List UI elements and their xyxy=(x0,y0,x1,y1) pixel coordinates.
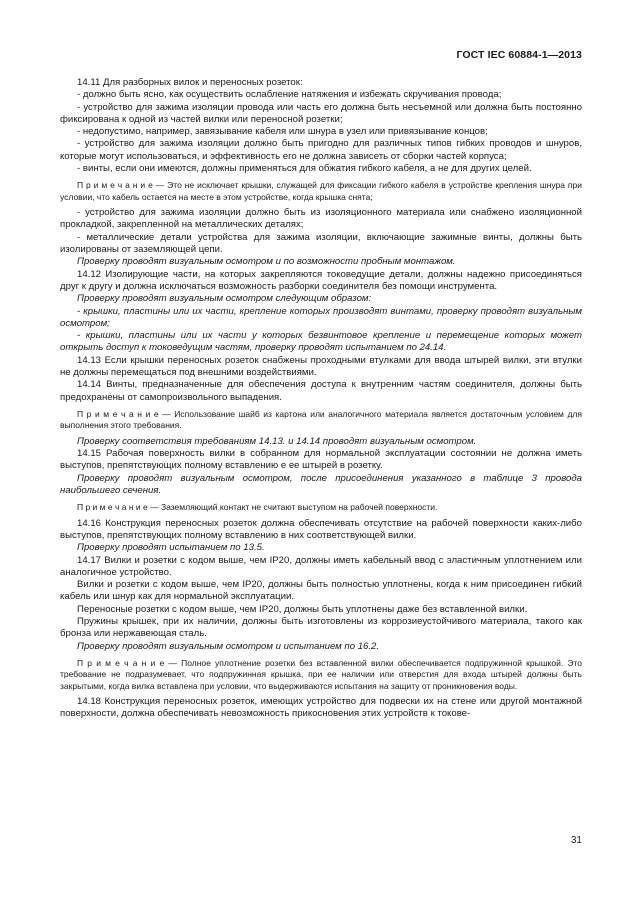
document-header: ГОСТ IEC 60884-1—2013 xyxy=(456,49,582,61)
body-paragraph: 14.12 Изолирующие части, на которых закрепляются токоведущие детали, должны надежно присоединяться друг к другу и должна исключаться возможность разборки соединителя без помощи инструмента. xyxy=(60,268,582,292)
note-label: П р и м е ч а н и е xyxy=(77,180,153,191)
note-text: — Это не исключает крышки, служащей для фиксации гибкого кабеля в устройстве крепления шнура при условии, что кабель остается на месте в этом устройстве, когда крышка снята; xyxy=(60,180,582,202)
note-label: П р и м е ч а н и е xyxy=(77,657,165,668)
verification-paragraph: - крышки, пластины или их части у которых безвинтовое крепление и перемещение которых может открыть доступ к токоведущим частям, проверку проводят испытанием по 24.14. xyxy=(60,330,582,354)
body-paragraph: - винты, если они имеются, должны применяться для обжатия гибкого кабеля, а не для других целей. xyxy=(77,163,532,175)
note-paragraph xyxy=(60,502,582,513)
note-paragraph xyxy=(60,658,582,692)
body-paragraph: 14.14 Винты, предназначенные для обеспечения доступа к внутренним частям соединителя, должны быть предохранены от самопроизвольного выпадения. xyxy=(60,379,582,403)
body-paragraph: - металлические детали устройства для зажима изоляции, включающие зажимные винты, должны быть изолированы от заземляющей цепи. xyxy=(60,231,582,256)
body-paragraph: - недопустимо, например, завязывание кабеля или шнура в узел или привязывание концов; xyxy=(77,126,488,138)
body-paragraph: - устройство для зажима изоляции должно быть пригодно для различных типов гибких проводов и шнуров, которые могут использоваться, и эффективность его не должна зависеть от сборки частей корпуса; xyxy=(60,138,582,162)
body-paragraph: 14.13 Если крышки переносных розеток снабжены проходными втулками для ввода штырей вилки, эти втулки не должны перемещаться под внешними воздействиями. xyxy=(60,354,582,379)
body-paragraph: 14.11 Для разборных вилок и переносных розеток: xyxy=(77,77,303,88)
note-paragraph xyxy=(60,409,582,432)
body-paragraph: - должно быть ясно, как осуществить ослабление натяжения и избежать скручивания провода; xyxy=(77,89,502,101)
page-number: 31 xyxy=(570,835,582,846)
document-body xyxy=(60,77,582,721)
body-paragraph: Переносные розетки с кодом выше, чем IP20, должны быть уплотнены даже без вставленной вилки. xyxy=(77,603,528,615)
verification-paragraph: Проверку проводят визуальным осмотром и по возможности пробным монтажом. xyxy=(77,256,456,268)
body-paragraph: Вилки и розетки с кодом выше, чем IP20, должны быть полностью уплотнены, когда к ним присоединен гибкий кабель или шнур как для нормальной эксплуатации. xyxy=(60,579,582,603)
body-paragraph: - устройство для зажима изоляции провода или часть его должна быть несъемной или должна быть постоянно фиксирована к одной из частей вилки или переносной розетки; xyxy=(60,101,582,125)
body-paragraph: 14.15 Рабочая поверхность вилки в собранном для нормальной эксплуатации состоянии не должна иметь выступов, препятствующих полному вставлению е ее штырей в розетку. xyxy=(60,448,582,472)
body-paragraph: 14.17 Вилки и розетки с кодом выше, чем IP20, должны иметь кабельный ввод с эластичным уплотнением или аналогичное устройство. xyxy=(60,554,582,578)
note-text: — Полное уплотнение розетки без вставленной вилки обеспечивается подпружинной крышкой. Это требование не подразумевает, что подпружинная крышка, при ее наличии или отверстия для входа штырей должны быть закрытыми, когда вилка вставлена при условии, что выдерживаются испытания на защиту от проникновения воды. xyxy=(60,657,582,691)
body-paragraph: 14.18 Конструкция переносных розеток, имеющих устройство для подвески их на стене или другой монтажной поверхности, должна обеспечивать невозможность прикосновения этих устройств к токове- xyxy=(60,696,582,720)
verification-paragraph: Проверку проводят испытанием по 13.5. xyxy=(77,542,265,554)
note-paragraph xyxy=(60,180,582,203)
verification-paragraph: Проверку проводят визуальным осмотром, после присоединения указанного в таблице 3 провода наибольшего сечения. xyxy=(60,472,582,496)
verification-paragraph: Проверку проводят визуальным осмотром следующим образом: xyxy=(77,293,372,305)
note-text: — Заземляющий контакт не считают выступом на рабочей поверхности. xyxy=(147,502,438,513)
verification-paragraph: Проверку проводят визуальным осмотром и испытанием по 16.2. xyxy=(77,640,380,652)
body-paragraph: 14.16 Конструкция переносных розеток должна обеспечивать отсутствие на рабочей поверхности каких-либо выступов, препятствующих полному вставлению в них соответствующей вилки. xyxy=(60,517,582,541)
body-paragraph: - устройство для зажима изоляции должно быть из изоляционного материала или снабжено изоляционной прокладкой, закрепленной на металлических деталях; xyxy=(60,207,582,231)
note-label: П р и м е ч а н и е xyxy=(77,502,148,513)
note-text: — Использование шайб из картона или аналогичного материала является достаточным условием для выполнения этого требования. xyxy=(60,408,582,431)
body-paragraph: Пружины крышек, при их наличии, должны быть изготовлены из коррозиеустойчивого материала, такого как бронза или нержавеющая сталь. xyxy=(60,616,582,640)
note-label: П р и м е ч а н и е xyxy=(77,408,159,419)
verification-paragraph: Проверку соответствия требованиям 14.13. и 14.14 проводят визуальным осмотром. xyxy=(77,435,477,447)
verification-paragraph: - крышки, пластины или их части, крепление которых производят винтами, проверку проводят визуальным осмотром; xyxy=(60,305,582,329)
